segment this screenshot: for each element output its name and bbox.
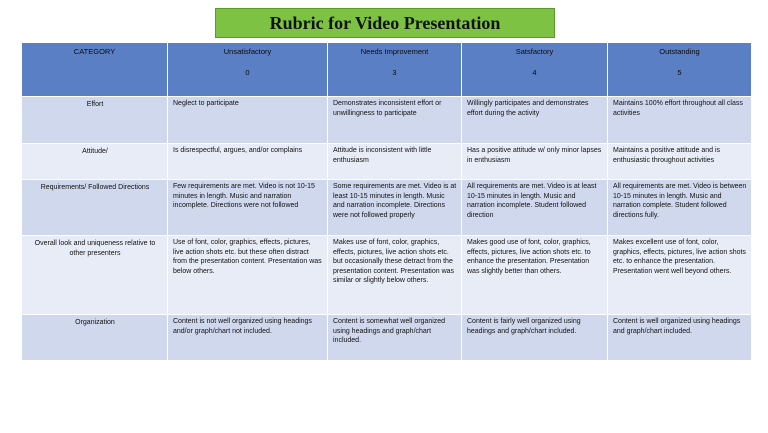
score-outstanding: 5 bbox=[677, 68, 682, 77]
table-cell: Content is fairly well organized using headings and graph/chart included. bbox=[462, 315, 608, 361]
table-cell: Maintains a positive attitude and is enthusiastic throughout activities bbox=[608, 144, 752, 180]
table-cell: Makes use of font, color, graphics, effects, pictures, live action shots etc. but occasionally these detract from the presentation content. Presentation was similar or slightly below others. bbox=[328, 236, 462, 315]
header-category: CATEGORY bbox=[22, 43, 168, 97]
table-cell: Demonstrates inconsistent effort or unwillingness to participate bbox=[328, 97, 462, 144]
table-row bbox=[22, 315, 752, 361]
category-cell: Overall look and uniqueness relative to other presenters bbox=[22, 236, 168, 315]
table-cell: All requirements are met. Video is between 10-15 minutes in length. Music and narration complete. Student followed directions fully. bbox=[608, 180, 752, 236]
title-banner bbox=[215, 8, 555, 38]
table-cell: Makes excellent use of font, color, graphics, effects, pictures, live action shots etc. to enhance the presentation. Presentation went well beyond others. bbox=[608, 236, 752, 315]
table-cell: Has a positive attitude w/ only minor lapses in enthusiasm bbox=[462, 144, 608, 180]
table-cell: Content is well organized using headings and graph/chart included. bbox=[608, 315, 752, 361]
table-cell: Maintains 100% effort throughout all class activities bbox=[608, 97, 752, 144]
table-cell: Some requirements are met. Video is at least 10-15 minutes in length. Music and narration incomplete. Directions were not followed properly bbox=[328, 180, 462, 236]
category-cell: Effort bbox=[22, 97, 168, 144]
table-cell: Willingly participates and demonstrates effort during the activity bbox=[462, 97, 608, 144]
page-title: Rubric for Video Presentation bbox=[269, 12, 501, 33]
score-needs-improvement: 3 bbox=[392, 68, 397, 77]
table-cell: Content is not well organized using headings and/or graph/chart not included. bbox=[168, 315, 328, 361]
category-cell: Attitude/ bbox=[22, 144, 168, 180]
header-satisfactory: Satsfactory 4 bbox=[462, 43, 608, 97]
category-cell: Requirements/ Followed Directions bbox=[22, 180, 168, 236]
table-row bbox=[22, 236, 752, 315]
rubric-table bbox=[21, 42, 752, 361]
table-row bbox=[22, 180, 752, 236]
table-cell: All requirements are met. Video is at least 10-15 minutes in length. Music and narration incomplete. Student followed direction bbox=[462, 180, 608, 236]
category-cell: Organization bbox=[22, 315, 168, 361]
table-cell: Content is somewhat well organized using headings and graph/chart included. bbox=[328, 315, 462, 361]
table-cell: Is disrespectful, argues, and/or complains bbox=[168, 144, 328, 180]
table-row bbox=[22, 144, 752, 180]
table-cell: Few requirements are met. Video is not 10-15 minutes in length. Music and narration incomplete. Directions were not followed bbox=[168, 180, 328, 236]
table-row bbox=[22, 97, 752, 144]
table-cell: Use of font, color, graphics, effects, pictures, live action shots etc. but these often distract from the presentation content. Presentation was below others. bbox=[168, 236, 328, 315]
table-cell: Neglect to participate bbox=[168, 97, 328, 144]
header-needs-improvement: Needs Improvement 3 bbox=[328, 43, 462, 97]
score-unsatisfactory: 0 bbox=[245, 68, 250, 77]
header-row bbox=[22, 43, 752, 97]
table-cell: Makes good use of font, color, graphics, effects, pictures, live action shots etc. to enhance the presentation. Presentation was slightly better than others. bbox=[462, 236, 608, 315]
score-satisfactory: 4 bbox=[532, 68, 537, 77]
header-unsatisfactory: Unsatisfactory 0 bbox=[168, 43, 328, 97]
header-outstanding: Outstanding 5 bbox=[608, 43, 752, 97]
table-cell: Attitude is inconsistent with little enthusiasm bbox=[328, 144, 462, 180]
